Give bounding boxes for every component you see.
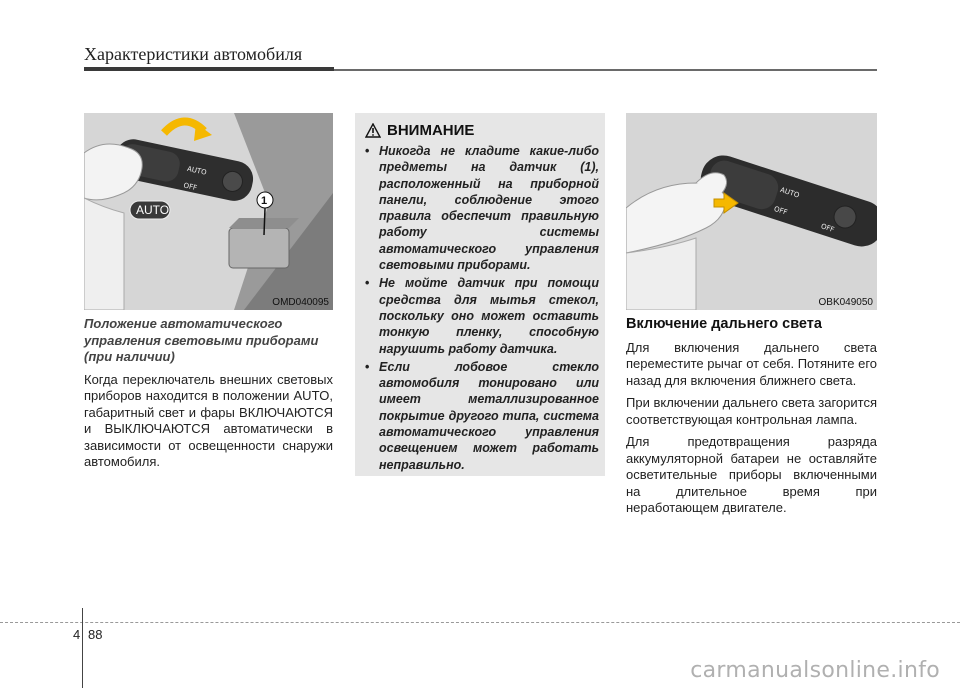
warning-triangle-icon — [365, 123, 381, 138]
warning-box — [355, 113, 605, 476]
svg-text:OFF: OFF — [182, 181, 198, 193]
warning-item: • Никогда не кладите какие-либо предметы на датчик (1), расположенный на приборной панели, соблюдение этого правила обеспечит правильную работу системы автоматического управления световыми приборами. — [365, 144, 599, 273]
figure-caption-auto: Положение автоматического управления световыми приборами (при наличии) — [84, 316, 319, 364]
svg-text:OFF: OFF — [772, 204, 789, 217]
page-header-title: Характеристики автомобиля — [84, 44, 303, 64]
chapter-number: 4 — [73, 627, 81, 642]
warning-item: • Если лобовое стекло автомобиля тонировано или имеет металлизированное покрытие другого типа, система автоматического управления освещением может работать неправильно. — [365, 359, 599, 472]
svg-text:AUTO: AUTO — [779, 185, 801, 200]
figure-high-beam-switch — [626, 113, 877, 310]
svg-text:AUTO: AUTO — [186, 164, 208, 177]
header-rule-thin — [334, 69, 877, 71]
auto-switch-illustration — [84, 113, 333, 310]
auto-mode-paragraph: Когда переключатель внешних световых приборов находится в положении AUTO, габаритный свет и фары ВКЛЮЧАЮТСЯ и ВЫКЛЮЧАЮТСЯ автоматически в зависимости от освещенности снаружи автомобиля. — [84, 371, 333, 469]
warning-list — [365, 143, 599, 475]
left-column — [84, 316, 333, 477]
high-beam-illustration — [626, 113, 877, 310]
page-number: 88 — [88, 627, 103, 642]
header-rule-thick — [84, 67, 334, 71]
svg-text:OFF: OFF — [819, 222, 836, 235]
callout-1: 1 — [261, 195, 268, 207]
warning-item: • Не мойте датчик при помощи средства для мытья стекол, поскольку оно может оставить тонкую пленку, способную нарушить работу датчика. — [365, 276, 599, 356]
section-title-high-beam: Включение дальнего света — [626, 316, 822, 332]
high-beam-paragraph-1: Для включения дальнего света переместите рычаг от себя. Потяните его назад для включения ближнего света. — [626, 339, 877, 388]
high-beam-paragraph-3: Для предотвращения разряда аккумуляторной батареи не оставляйте осветительные приборы включенными на длительное время при неработающем двигателе. — [626, 434, 877, 515]
high-beam-paragraph-2: При включении дальнего света загорится соответствующая контрольная лампа. — [626, 395, 877, 427]
auto-label: AUTO — [136, 203, 170, 217]
right-column — [626, 316, 877, 523]
warning-title: ВНИМАНИЕ — [387, 122, 475, 139]
footer-vertical-rule — [82, 608, 83, 688]
watermark: carmanualsonline.info — [690, 658, 940, 683]
figure-code-right: OBK049050 — [818, 297, 873, 308]
figure-code-left: OMD040095 — [272, 297, 329, 308]
figure-auto-light-switch — [84, 113, 333, 310]
warning-header — [365, 122, 474, 139]
footer-dashed-rule — [0, 622, 960, 623]
